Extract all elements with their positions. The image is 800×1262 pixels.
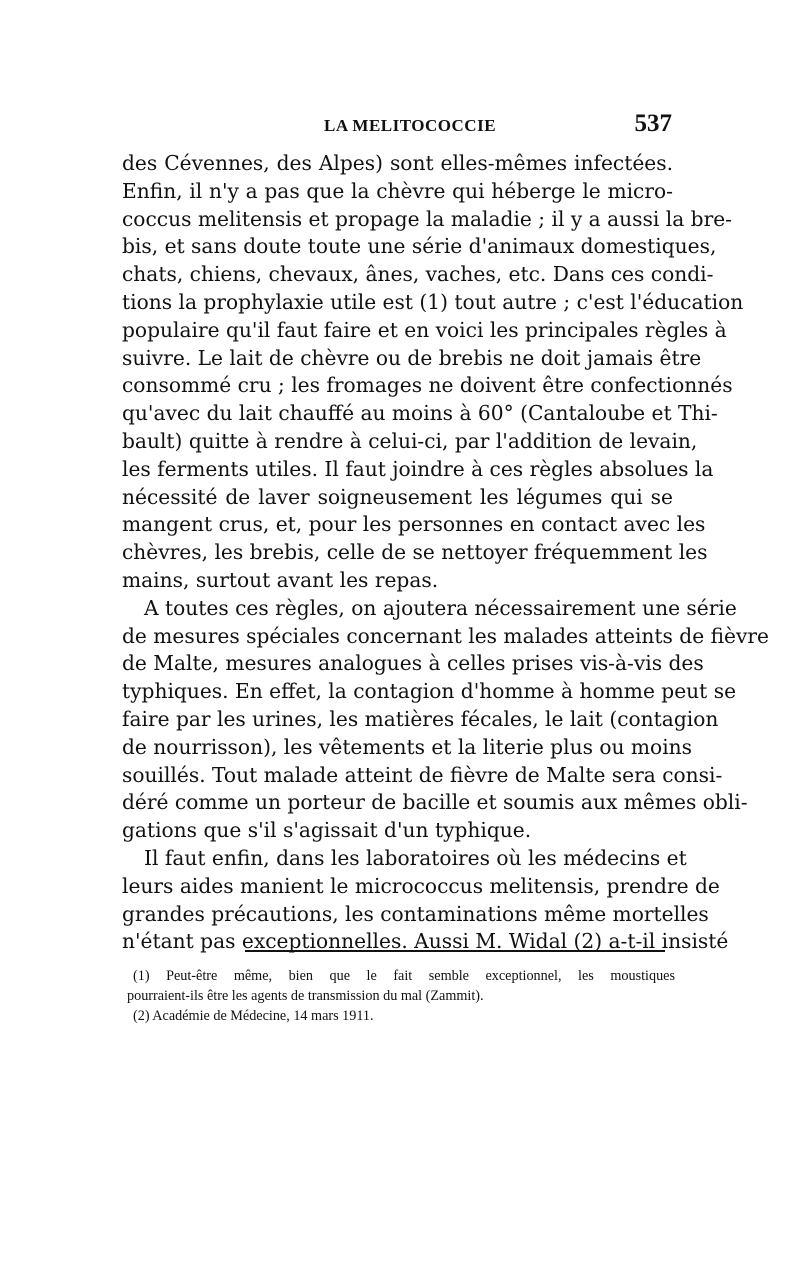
text-line: nécessité de laver soigneusement les légumes qui se <box>122 484 673 509</box>
text-line: n'étant pas exceptionnelles. Aussi M. Widal (2) a-t-il insisté <box>122 929 729 954</box>
text-line: consommé cru ; les fromages ne doivent être confectionnés <box>122 373 733 398</box>
text-line: chats, chiens, chevaux, ânes, vaches, etc. Dans ces condi- <box>122 262 714 287</box>
text-line: bault) quitte à rendre à celui-ci, par l'addition de levain, <box>122 428 698 453</box>
running-title: LA MELITOCOCCIE <box>324 116 497 135</box>
page-number: 537 <box>634 110 672 137</box>
text-line: déré comme un porteur de bacille et soumis aux mêmes obli- <box>122 790 748 815</box>
footnote-rule <box>245 950 665 952</box>
text-line: de nourrisson), les vêtements et la literie plus ou moins <box>122 734 693 759</box>
text-line: souillés. Tout malade atteint de fièvre de Malte sera consi- <box>122 762 723 787</box>
text-line: populaire qu'il faut faire et en voici les principales règles à <box>122 317 727 342</box>
text-line: faire par les urines, les matières fécales, le lait (contagion <box>122 706 719 731</box>
footnote-1-continued: pourraient-ils être les agents de transmission du mal (Zammit). <box>127 988 484 1004</box>
text-line: tions la prophylaxie utile est (1) tout autre ; c'est l'éducation <box>122 289 744 314</box>
paragraph-1 <box>122 150 744 595</box>
text-line: mains, surtout avant les repas. <box>122 567 439 592</box>
body-text <box>122 150 770 956</box>
text-line: de Malte, mesures analogues à celles prises vis-à-vis des <box>122 651 704 676</box>
footnote-1: (1) Peut-être même, bien que le fait semble exceptionnel, les moustiques <box>133 968 675 984</box>
text-line: les ferments utiles. Il faut joindre à ces règles absolues la <box>122 456 714 481</box>
text-line: A toutes ces règles, on ajoutera nécessairement une série <box>144 595 737 620</box>
text-line: Enfin, il n'y a pas que la chèvre qui héberge le micro- <box>122 178 673 203</box>
text-line: Il faut enfin, dans les laboratoires où les médecins et <box>144 845 687 870</box>
text-line: typhiques. En effet, la contagion d'homme à homme peut se <box>122 679 737 704</box>
text-line: gations que s'il s'agissait d'un typhique. <box>122 818 532 843</box>
footnote-2: (2) Académie de Médecine, 14 mars 1911. <box>133 1008 374 1024</box>
text-line: grandes précautions, les contaminations même mortelles <box>122 901 709 926</box>
text-line: chèvres, les brebis, celle de se nettoyer fréquemment les <box>122 540 708 565</box>
text-line: leurs aides manient le micrococcus melitensis, prendre de <box>122 873 720 898</box>
text-line: des Cévennes, des Alpes) sont elles-mêmes infectées. <box>122 151 673 175</box>
paragraph-3 <box>122 845 729 956</box>
text-line: mangent crus, et, pour les personnes en contact avec les <box>122 512 706 537</box>
text-line: bis, et sans doute toute une série d'animaux domestiques, <box>122 234 717 259</box>
text-line: de mesures spéciales concernant les malades atteints de fièvre <box>122 623 770 648</box>
paragraph-2 <box>122 595 770 845</box>
footnotes <box>127 966 675 1026</box>
page-header <box>122 110 682 140</box>
text-line: qu'avec du lait chauffé au moins à 60° (Cantaloube et Thi- <box>122 401 718 426</box>
text-line: suivre. Le lait de chèvre ou de brebis ne doit jamais être <box>122 345 702 370</box>
text-line: coccus melitensis et propage la maladie ; il y a aussi la bre- <box>122 206 732 231</box>
